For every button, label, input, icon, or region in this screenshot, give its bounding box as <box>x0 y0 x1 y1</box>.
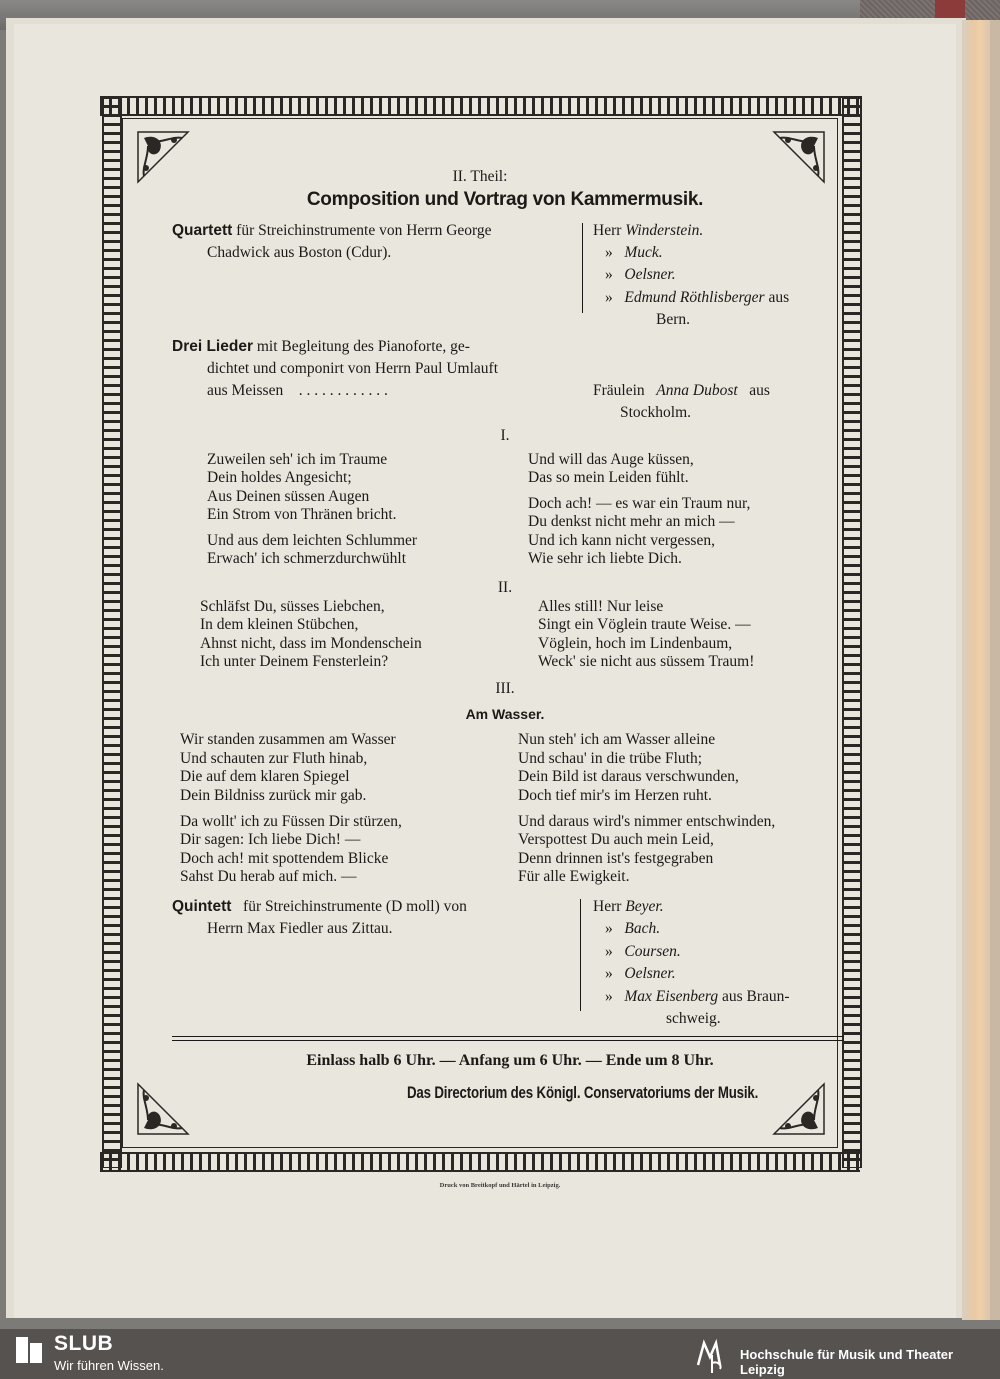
divider-rule <box>172 1036 844 1037</box>
verse-line: Dein Bildniss zurück mir gab. <box>180 787 367 804</box>
ornament-border-left <box>102 96 122 1168</box>
verse-line: Wie sehr ich liebte Dich. <box>528 550 682 567</box>
verse-line: Vöglein, hoch im Lindenbaum, <box>538 635 733 652</box>
hmt-name: Hochschule für Musik und Theater Leipzig <box>740 1347 954 1377</box>
verse-line: Sahst Du herab auf mich. — <box>180 868 357 885</box>
lieder-description: mit Begleitung des Pianoforte, ge- <box>256 338 470 355</box>
part-label: II. Theil: <box>452 168 508 185</box>
lieder-heading: Drei Lieder <box>172 338 253 355</box>
quintett-performer-5: » Max Eisenberg aus Braun- <box>605 988 790 1005</box>
verse-line: Die auf dem klaren Spiegel <box>180 768 350 785</box>
schedule-line: Einlass halb 6 Uhr. — Anfang um 6 Uhr. — Ende um 8 Uhr. <box>306 1052 714 1069</box>
verse-line: Da wollt' ich zu Füssen Dir stürzen, <box>180 813 402 830</box>
quartett-performer-2: » Muck. <box>605 244 663 261</box>
ornament-border-right <box>842 96 862 1168</box>
verse-line: Doch ach! mit spottendem Blicke <box>180 850 389 867</box>
quartett-line-1 <box>172 221 492 240</box>
lieder-line-3: aus Meissen . . . . . . . . . . . . <box>207 382 388 399</box>
quartett-line-2: Chadwick aus Boston (Cdur). <box>207 244 392 261</box>
corner-ornament-icon <box>134 1080 192 1138</box>
verse-line: Schläfst Du, süsses Liebchen, <box>200 598 385 615</box>
verse-line: Dir sagen: Ich liebe Dich! — <box>180 831 361 848</box>
verse-line: Für alle Ewigkeit. <box>518 868 630 885</box>
verse-line: Verspottest Du auch mein Leid, <box>518 831 714 848</box>
verse-line: Und will das Auge küssen, <box>528 451 694 468</box>
quintett-performer-4: » Oelsner. <box>605 965 676 982</box>
slub-tagline: Wir führen Wissen. <box>54 1358 164 1373</box>
verse-line: Das so mein Leiden fühlt. <box>528 469 689 486</box>
corner-ornament-icon <box>770 1080 828 1138</box>
quintett-performer-2: » Bach. <box>605 920 661 937</box>
lieder-performer: Fräulein Anna Dubost aus <box>593 382 770 399</box>
lieder-performer-cont: Stockholm. <box>620 404 692 421</box>
verse-line: Doch ach! — es war ein Traum nur, <box>528 495 751 512</box>
verse-line: Ein Strom von Thränen bricht. <box>207 506 397 523</box>
song-2-numeral: II. <box>497 579 513 596</box>
ornament-border-top <box>100 96 860 116</box>
divider-rule <box>172 1040 844 1041</box>
slub-logo-icon <box>14 1335 44 1365</box>
leader-dots: . . . . . . . . . . . . <box>298 382 388 399</box>
quintett-performer-3: » Coursen. <box>605 943 681 960</box>
verse-line: Wir standen zusammen am Wasser <box>180 731 396 748</box>
verse-line: Ich unter Deinem Fensterlein? <box>200 653 389 670</box>
verse-line: Du denkst nicht mehr an mich — <box>528 513 735 530</box>
lieder-line-2: dichtet und componirt von Herrn Paul Umlauft <box>207 360 498 377</box>
quartett-performer-cont: Bern. <box>656 311 691 328</box>
verse-line: Dein Bild ist daraus verschwunden, <box>518 768 739 785</box>
book-spine-edge <box>990 20 1000 1320</box>
quintett-line-1 <box>172 897 467 916</box>
quartett-description: für Streichinstrumente von Herrn George <box>236 222 492 239</box>
verse-line: Nun steh' ich am Wasser alleine <box>518 731 716 748</box>
verse-line: Erwach' ich schmerzdurchwühlt <box>207 550 407 567</box>
verse-line: Doch tief mir's im Herzen ruht. <box>518 787 712 804</box>
verse-line: Zuweilen seh' ich im Traume <box>207 451 388 468</box>
footer-bar <box>0 1329 1000 1379</box>
verse-line: Und daraus wird's nimmer entschwinden, <box>518 813 776 830</box>
quintett-heading: Quintett <box>172 898 232 915</box>
quintett-description: für Streichinstrumente (D moll) von <box>243 898 467 915</box>
verse-line: Dein holdes Angesicht; <box>207 469 352 486</box>
verse-line: Ahnst nicht, dass im Mondenschein <box>200 635 422 652</box>
quintett-performer-1: Herr Beyer. <box>593 898 664 915</box>
verse-line: Und ich kann nicht vergessen, <box>528 532 715 549</box>
verse-line: Aus Deinen süssen Augen <box>207 488 370 505</box>
song-3-numeral: III. <box>495 680 515 697</box>
book-spine <box>962 20 992 1320</box>
printer-imprint: Druck von Breitkopf und Härtel in Leipzig. <box>439 1182 561 1189</box>
performer-brace <box>582 223 583 313</box>
verse-line: Und schau' in die trübe Fluth; <box>518 750 703 767</box>
song-3-title: Am Wasser. <box>465 706 545 722</box>
verse-line: Und aus dem leichten Schlummer <box>207 532 418 549</box>
page-title: Composition und Vortrag von Kammermusik. <box>306 189 704 210</box>
slub-name: SLUB <box>54 1332 114 1355</box>
verse-line: Singt ein Vöglein traute Weise. — <box>538 616 751 633</box>
verse-line: Und schauten zur Fluth hinab, <box>180 750 368 767</box>
quintett-performer-cont: schweig. <box>666 1010 721 1027</box>
signature-line: Das Directorium des Königl. Conservatoriums der Musik. <box>407 1083 759 1102</box>
verse-line: Alles still! Nur leise <box>538 598 664 615</box>
ornament-border-bottom <box>100 1152 860 1172</box>
verse-line: Denn drinnen ist's festgegraben <box>518 850 714 867</box>
quartett-performer-3: » Oelsner. <box>605 266 676 283</box>
quartett-heading: Quartett <box>172 222 233 239</box>
lieder-line-1 <box>172 337 470 356</box>
quartett-performer-4: » Edmund Röthlisberger aus <box>605 289 790 306</box>
performer-brace <box>580 899 581 1011</box>
verse-line: In dem kleinen Stübchen, <box>200 616 359 633</box>
quintett-line-2: Herrn Max Fiedler aus Zittau. <box>207 920 393 937</box>
quartett-performer-1: Herr Winderstein. <box>593 222 704 239</box>
hmt-logo-icon <box>692 1335 732 1375</box>
corner-ornament-icon <box>770 128 828 186</box>
corner-ornament-icon <box>134 128 192 186</box>
song-1-numeral: I. <box>500 427 510 444</box>
verse-line: Weck' sie nicht aus süssem Traum! <box>538 653 755 670</box>
